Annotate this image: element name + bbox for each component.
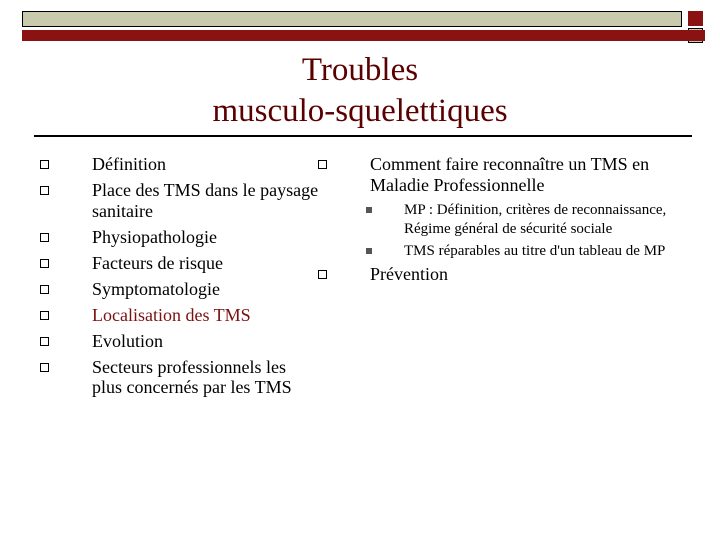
- top-decorative-bar: [22, 11, 682, 27]
- slide-title-line-1: Troubles: [301, 52, 419, 88]
- checkbox-bullet-icon: [40, 259, 49, 268]
- list-item: Symptomatologie: [40, 279, 320, 300]
- title-divider: [34, 135, 692, 137]
- list-item: Prévention: [318, 264, 678, 285]
- square-bullet-icon: [366, 248, 372, 254]
- list-item: Comment faire reconnaître un TMS en Maladie Professionnelle: [318, 154, 678, 195]
- checkbox-bullet-icon: [318, 270, 327, 279]
- list-item: Secteurs professionnels les plus concernés par les TMS: [40, 357, 320, 398]
- left-column-list: [40, 154, 320, 403]
- slide-title-line-2: musculo-squelettiques: [212, 93, 508, 129]
- checkbox-bullet-icon: [40, 233, 49, 242]
- list-item: Physiopathologie: [40, 227, 320, 248]
- checkbox-bullet-icon: [40, 311, 49, 320]
- checkbox-bullet-icon: [40, 186, 49, 195]
- list-item: Définition: [40, 154, 320, 175]
- slide-title: [100, 50, 620, 132]
- right-column-list: [318, 154, 678, 291]
- checkbox-bullet-icon: [318, 160, 327, 169]
- list-item: Place des TMS dans le paysage sanitaire: [40, 180, 320, 221]
- list-item: Evolution: [40, 331, 320, 352]
- list-item: Facteurs de risque: [40, 253, 320, 274]
- sub-list-item: TMS réparables au titre d'un tableau de MP: [318, 242, 678, 261]
- checkbox-bullet-icon: [40, 337, 49, 346]
- corner-square-red: [688, 11, 703, 26]
- checkbox-bullet-icon: [40, 160, 49, 169]
- sub-list-item: MP : Définition, critères de reconnaissance, Régime général de sécurité sociale: [318, 201, 678, 239]
- list-item-highlighted: Localisation des TMS: [40, 305, 320, 326]
- checkbox-bullet-icon: [40, 363, 49, 372]
- square-bullet-icon: [366, 207, 372, 213]
- checkbox-bullet-icon: [40, 285, 49, 294]
- top-accent-line: [22, 30, 705, 41]
